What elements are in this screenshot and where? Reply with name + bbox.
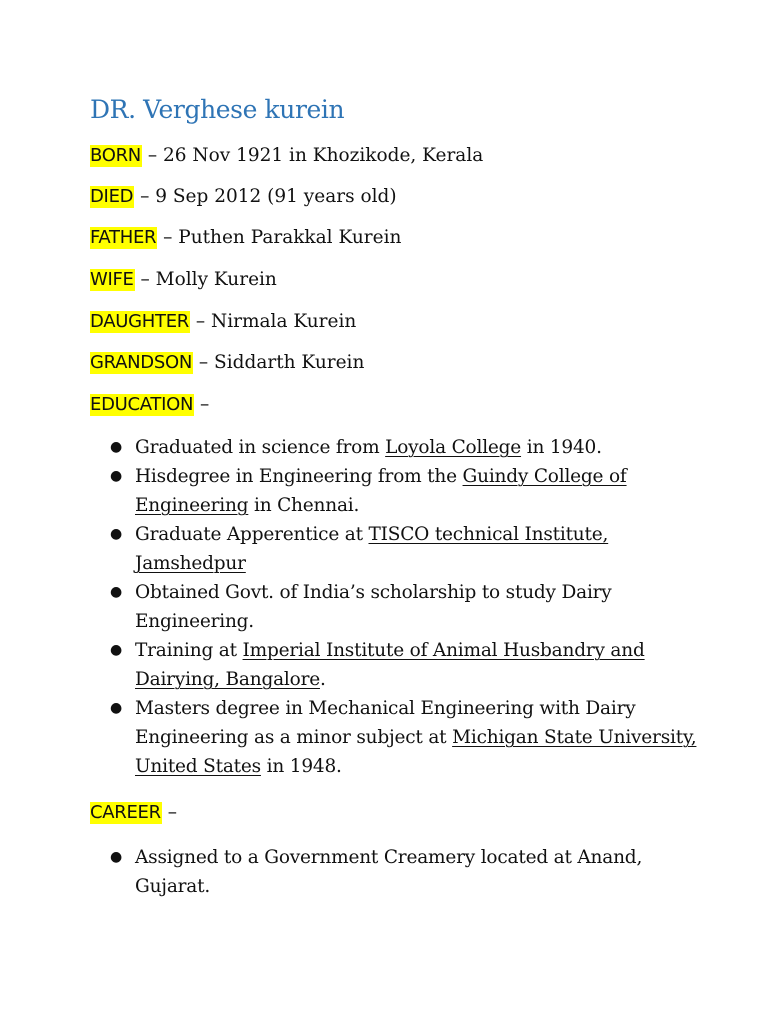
field-value-born: – 26 Nov 1921 in Khozikode, Kerala xyxy=(141,145,484,166)
link[interactable]: Imperial Institute of Animal Husbandry and Dairying, Bangalore xyxy=(135,640,645,690)
list-item: ● Assigned to a Government Creamery located at Anand, Gujarat. xyxy=(110,843,710,901)
bullet-icon: ● xyxy=(110,468,123,484)
field-label-grandson: GRANDSON xyxy=(90,352,193,373)
field-label-father: FATHER xyxy=(90,227,157,248)
page-title: DR. Verghese kurein xyxy=(90,95,345,124)
education-list xyxy=(110,433,710,781)
field-label-education: EDUCATION xyxy=(90,394,194,415)
list-item: ● Training at Imperial Institute of Animal Husbandry and Dairying, Bangalore. xyxy=(110,636,710,694)
list-item: ● Hisdegree in Engineering from the Guindy College of Engineering in Chennai. xyxy=(110,462,710,520)
link[interactable]: TISCO technical Institute, Jamshedpur xyxy=(135,524,609,574)
field-value-career: – xyxy=(161,802,177,823)
field-education xyxy=(90,391,209,419)
field-value-wife: – Molly Kurein xyxy=(134,269,277,290)
field-value-died: – 9 Sep 2012 (91 years old) xyxy=(134,186,397,207)
field-label-daughter: DAUGHTER xyxy=(90,311,189,332)
bullet-icon: ● xyxy=(110,642,123,658)
list-item: ● Graduate Apperentice at TISCO technical Institute, Jamshedpur xyxy=(110,520,710,578)
field-daughter xyxy=(90,308,356,336)
field-born xyxy=(90,142,483,170)
bullet-icon: ● xyxy=(110,439,123,455)
field-value-education: – xyxy=(194,394,210,415)
bullet-icon: ● xyxy=(110,526,123,542)
field-label-died: DIED xyxy=(90,186,134,207)
link[interactable]: Michigan State University, United States xyxy=(135,727,697,777)
career-list xyxy=(110,843,710,901)
bullet-icon: ● xyxy=(110,700,123,716)
list-item: ● Masters degree in Mechanical Engineering with Dairy Engineering as a minor subject at Michigan State University, United States in 1948. xyxy=(110,694,710,781)
field-died xyxy=(90,183,397,211)
link[interactable]: Guindy College of Engineering xyxy=(135,466,627,516)
field-career xyxy=(90,799,177,827)
bullet-icon: ● xyxy=(110,849,123,865)
list-item: ● Graduated in science from Loyola College in 1940. xyxy=(110,433,710,462)
field-label-born: BORN xyxy=(90,145,141,166)
field-father xyxy=(90,224,401,252)
field-value-daughter: – Nirmala Kurein xyxy=(190,311,357,332)
field-label-career: CAREER xyxy=(90,802,161,823)
field-value-father: – Puthen Parakkal Kurein xyxy=(157,227,402,248)
field-grandson xyxy=(90,349,364,377)
field-value-grandson: – Siddarth Kurein xyxy=(193,352,365,373)
field-wife xyxy=(90,266,277,294)
field-label-wife: WIFE xyxy=(90,269,134,290)
link[interactable]: Loyola College xyxy=(385,437,522,458)
list-item: ● Obtained Govt. of India’s scholarship to study Dairy Engineering. xyxy=(110,578,710,636)
bullet-icon: ● xyxy=(110,584,123,600)
